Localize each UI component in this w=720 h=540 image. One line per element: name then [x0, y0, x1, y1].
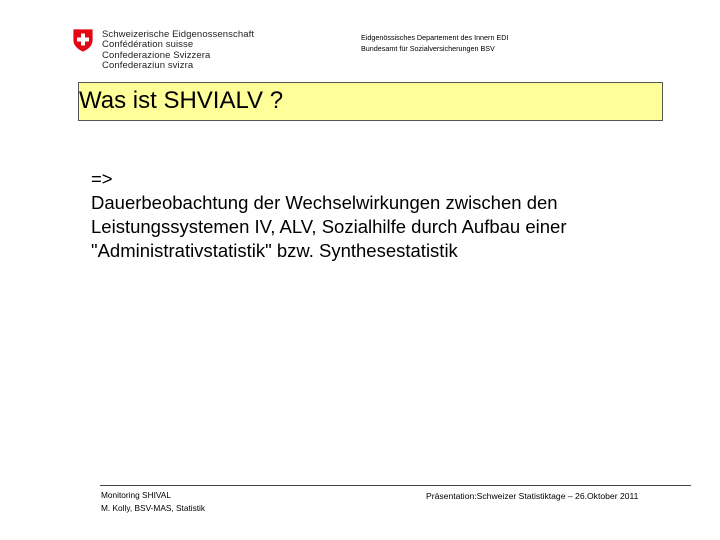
footer-project: Monitoring SHIVAL [101, 490, 171, 500]
title-box [78, 82, 663, 121]
department-header [361, 33, 508, 54]
body-line: "Administrativstatistik" bzw. Synthesestatistik [91, 240, 458, 261]
confederation-name [102, 30, 254, 71]
body-line: Leistungssystemen IV, ALV, Sozialhilfe durch Aufbau einer [91, 216, 567, 237]
body-line: Dauerbeobachtung der Wechselwirkungen zwischen den [91, 192, 558, 213]
footer-presentation-info: Präsentation:Schweizer Statistiktage – 26.Oktober 2011 [426, 491, 639, 501]
footer-presenter: M. Kolly, BSV-MAS, Statistik [101, 502, 206, 513]
confederation-line-fr: Confédération suisse [102, 39, 194, 51]
footer-divider [100, 485, 691, 486]
footer-author [101, 489, 205, 514]
confederation-line-it: Confederazione Svizzera [102, 49, 211, 61]
confederation-line-de: Schweizerische Eidgenossenschaft [102, 29, 255, 40]
office-name: Bundesamt für Sozialversicherungen BSV [361, 43, 495, 53]
department-name: Eidgenössisches Departement des Innern EDI [361, 33, 509, 42]
confederation-line-rm: Confederaziun svizra [102, 59, 194, 71]
slide-title: Was ist SHVIALV ? [79, 87, 284, 114]
body-line-arrow: => [91, 168, 113, 189]
swiss-cross-shield-icon [72, 28, 94, 53]
header-logo [72, 28, 255, 76]
slide-body [91, 167, 651, 263]
